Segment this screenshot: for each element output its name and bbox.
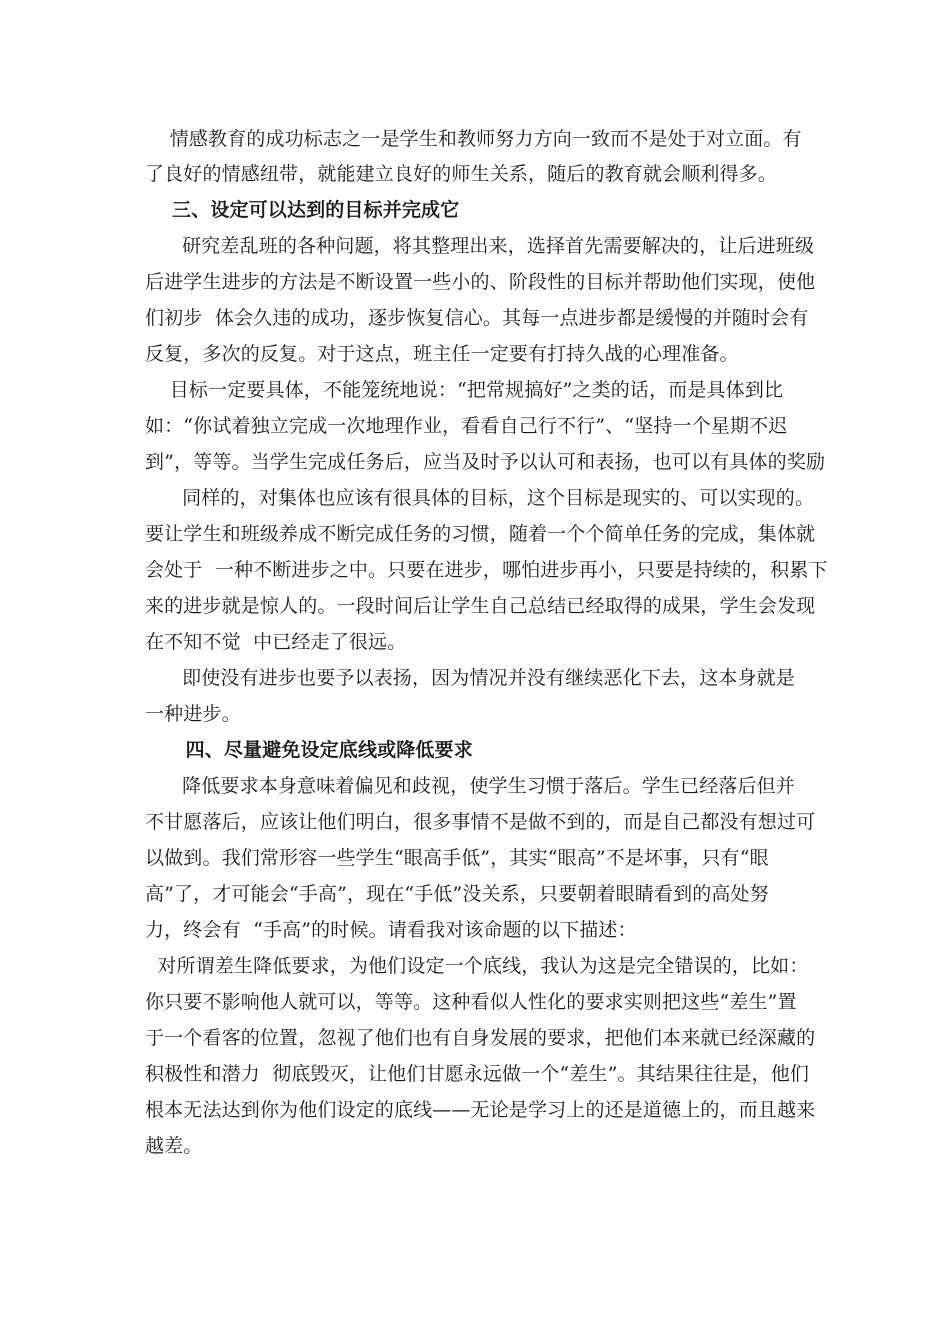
text-line: 会处于 一种不断进步之中。只要在进步，哪怕进步再小，只要是持续的，积累下: [145, 559, 828, 581]
text-line: 到”，等等。当学生完成任务后，应当及时予以认可和表扬，也可以有具体的奖励: [145, 451, 826, 473]
section-heading: 四、尽量避免设定底线或降低要求: [145, 739, 473, 761]
text-line: 了良好的情感纽带，就能建立良好的师生关系，随后的教育就会顺利得多。: [145, 163, 777, 185]
text-line: 研究差乱班的各种问题，将其整理出来，选择首先需要解决的，让后进班级: [145, 235, 815, 257]
text-line: 对所谓差生降低要求，为他们设定一个底线，我认为这是完全错误的，比如：: [145, 955, 809, 977]
text-line: 以做到。我们常形容一些学生“眼高手低”，其实“眼高”不是坏事，只有“眼: [145, 847, 769, 869]
section-heading: 三、设定可以达到的目标并完成它: [145, 199, 460, 221]
text-line: 在不知不觉 中已经走了很远。: [145, 631, 407, 653]
text-line: 越差。: [145, 1135, 203, 1157]
text-line: 根本无法达到你为他们设定的底线——无论是学习上的还是道德上的，而且越来: [145, 1099, 816, 1121]
text-line: 如：“你试着独立完成一次地理作业，看看自己行不行”、“坚持一个星期不迟: [145, 415, 788, 437]
text-line: 一种进步。: [145, 703, 241, 725]
text-line: 你只要不影响他人就可以，等等。这种看似人性化的要求实则把这些“差生”置: [145, 991, 797, 1013]
text-line: 降低要求本身意味着偏见和歧视，使学生习惯于落后。学生已经落后但并: [145, 775, 795, 797]
text-line: 要让学生和班级养成不断完成任务的习惯，随着一个个简单任务的完成，集体就: [145, 523, 816, 545]
text-line: 高”了，才可能会“手高”，现在“手低”没关系，只要朝着眼睛看到的高处努: [145, 883, 769, 905]
text-line: 即使没有进步也要予以表扬，因为情况并没有继续恶化下去，这本身就是: [145, 667, 795, 689]
text-line: 来的进步就是惊人的。一段时间后让学生自己总结已经取得的成果，学生会发现: [145, 595, 816, 617]
text-line: 们初步 体会久违的成功，逐步恢复信心。其每一点进步都是缓慢的并随时会有: [145, 307, 809, 329]
text-line: 于一个看客的位置，忽视了他们也有自身发展的要求，把他们本来就已经深藏的: [145, 1027, 816, 1049]
text-line: 反复，多次的反复。对于这点，班主任一定要有打持久战的心理准备。: [145, 343, 739, 365]
text-line: 目标一定要具体，不能笼统地说：“把常规搞好”之类的话，而是具体到比: [145, 379, 784, 401]
text-line: 情感教育的成功标志之一是学生和教师努力方向一致而不是处于对立面。有: [145, 128, 802, 150]
text-line: 后进学生进步的方法是不断设置一些小的、阶段性的目标并帮助他们实现，使他: [145, 271, 816, 293]
text-line: 力，终会有 “手高”的时候。请看我对该命题的以下描述：: [145, 919, 637, 941]
text-line: 同样的，对集体也应该有很具体的目标，这个目标是现实的、可以实现的。: [145, 487, 815, 509]
text-line: 不甘愿落后，应该让他们明白，很多事情不是做不到的，而是自己都没有想过可: [145, 811, 816, 833]
text-line: 积极性和潜力 彻底毁灭，让他们甘愿永远做一个“差生”。其结果往往是，他们: [145, 1063, 810, 1085]
